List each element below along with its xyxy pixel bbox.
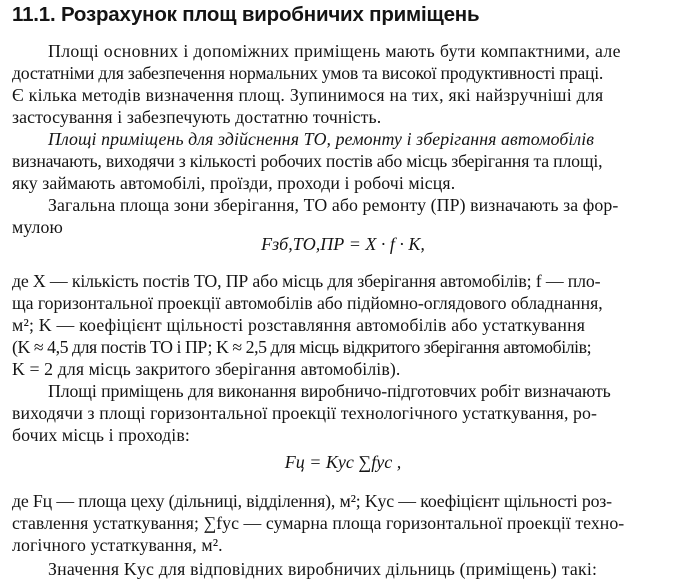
text-line: ставлення устаткування; ∑fус — сумарна площа горизонтальної проекції техно- <box>12 513 625 533</box>
section-heading: 11.1. Розрахунок площ виробничих приміщень <box>12 3 480 26</box>
text-line: ща горизонтальної проекції автомобілів або підйомно-оглядового обладнання, <box>12 293 603 313</box>
text-line: Є кілька методів визначення площ. Зупинимося на тих, які найзручніші для <box>12 85 604 105</box>
text-line: яку займають автомобілі, проїзди, проходи і робочі місця. <box>12 173 456 193</box>
text-line: Загальна площа зони зберігання, ТО або ремонту (ПР) визначають за фор- <box>48 195 619 215</box>
formula-shop-area <box>0 450 686 474</box>
text-line: достатніми для забезпечення нормальних умов та високої продуктивності праці. <box>12 63 604 83</box>
formula-area-text: Fзб,ТО,ПР = X · f · K, <box>261 234 425 254</box>
formula-area <box>0 232 686 256</box>
text-line: логічного устаткування, м². <box>12 535 223 555</box>
text-line: визначають, виходячи з кількості робочих постів або місць зберігання та площі, <box>12 151 603 171</box>
text-line: Значення Kус для відповідних виробничих дільниць (приміщень) такі: <box>48 559 598 579</box>
text-line: K = 2 для місць закритого зберігання автомобілів). <box>12 359 401 379</box>
text-line: застосування і забезпечують достатню точність. <box>12 107 382 127</box>
text-line: м²; K — коефіцієнт щільності розставляння автомобілів або устаткування <box>12 315 586 335</box>
text-line: виходячи з площі горизонтальної проекції технологічного устаткування, ро- <box>12 403 598 423</box>
formula-shop-area-text: Fц = Kус ∑fус , <box>284 452 402 472</box>
text-line: Площі основних і допоміжних приміщень мають бути компактними, але <box>48 41 621 61</box>
italic-lead: Площі приміщень для здійснення ТО, ремонту і зберігання автомобілів <box>48 129 595 149</box>
text-line: Площі приміщень для виконання виробничо-підготовчих робіт визначають <box>48 381 611 401</box>
text-line: де Fц — площа цеху (дільниці, відділення), м²; Kус — коефіцієнт щільності роз- <box>12 491 612 511</box>
text-line: мулою <box>12 217 63 237</box>
text-line: (K ≈ 4,5 для постів ТО і ПР; K ≈ 2,5 для місць відкритого зберігання автомобілів; <box>12 337 592 357</box>
text-line: де X — кількість постів ТО, ПР або місць для зберігання автомобілів; f — пло- <box>12 271 601 291</box>
text-line <box>0 128 686 150</box>
text-line: бочих місць і проходів: <box>12 425 190 445</box>
